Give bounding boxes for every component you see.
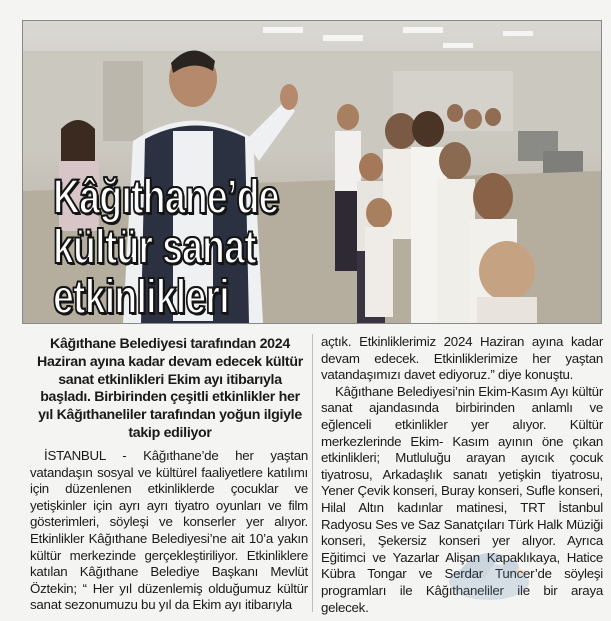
article-photo [22, 20, 602, 324]
column-divider [312, 334, 313, 612]
headline-line-2: kültür sanat [53, 221, 256, 274]
body-paragraph: Kâğıthane Belediyesi’nin Ekim-Kasım Ayı kültür sanat ajandasında birbirinden anlamlı ve eğlenceli etkinlikler yer alıyor. Kültür merkezlerinde Ekim- Kasım ayının öne çıkan etkinlikleri; Mutluluğu arayan ayıcık çocuk tiyatrosu, Arkadaşlık sanatı yetişkin tiyatrosu, Yener Çevik konseri, Buray konseri, Sufle konseri, Hilal Altın kadınlar matinesi, TRT İstanbul Radyosu Ses ve Saz Sanatçıları Türk Halk Müziği konseri, Şekersiz konseri yer alıyor. Ayrıca Eğitimci ve Yazarlar Alişan Kapaklıkaya, Hatice Kübra Tongar ve Serdar Tuncer’de söyleşi programları ile Kâğıthaneliler ile bir araya gelecek. [321, 383, 603, 615]
headline-line-3: etkinlikleri [53, 271, 229, 324]
body-column-left [30, 448, 308, 614]
body-column-right [321, 334, 603, 616]
body-paragraph: İSTANBUL - Kâğıthane’de her yaştan vatandaşın sosyal ve kültürel faaliyetlere katılımı için düzenlenen etkinliklerde çocuklar ve yetişkinler için ayrı ayrı tiyatro oyunları ve film gösterimleri, söyleşi ve konserler yer alıyor. Etkinlikler Kâğıthane Belediyesi’ne ait 10’a yakın kültür merkezinde gerçekleştiriliyor. Etkinliklere katılan Kâğıthane Belediye Başkanı Mevlüt Öztekin; “ Her yıl düzenlemiş olduğumuz kültür sanat sezonumuzu bu yıl da Ekim ayı itibarıyla [30, 448, 308, 613]
headline [53, 173, 279, 323]
body-paragraph: açtık. Etkinliklerimiz 2024 Haziran ayına kadar devam edecek. Etkinliklerimize her yaştan vatandaşımızı davet ediyoruz.” diye konuştu. [321, 334, 603, 383]
article-lead: Kâğıthane Belediyesi tarafından 2024 Haziran ayına kadar devam edecek kültür sanat etkinlikleri Ekim ayı itibarıyla başladı. Birbirinden çeşitli etkinlikler her yıl Kâğıthaneliler tarafından yoğun ilgiyle takip ediliyor [37, 336, 303, 441]
headline-line-1: Kâğıthane’de [53, 171, 279, 224]
